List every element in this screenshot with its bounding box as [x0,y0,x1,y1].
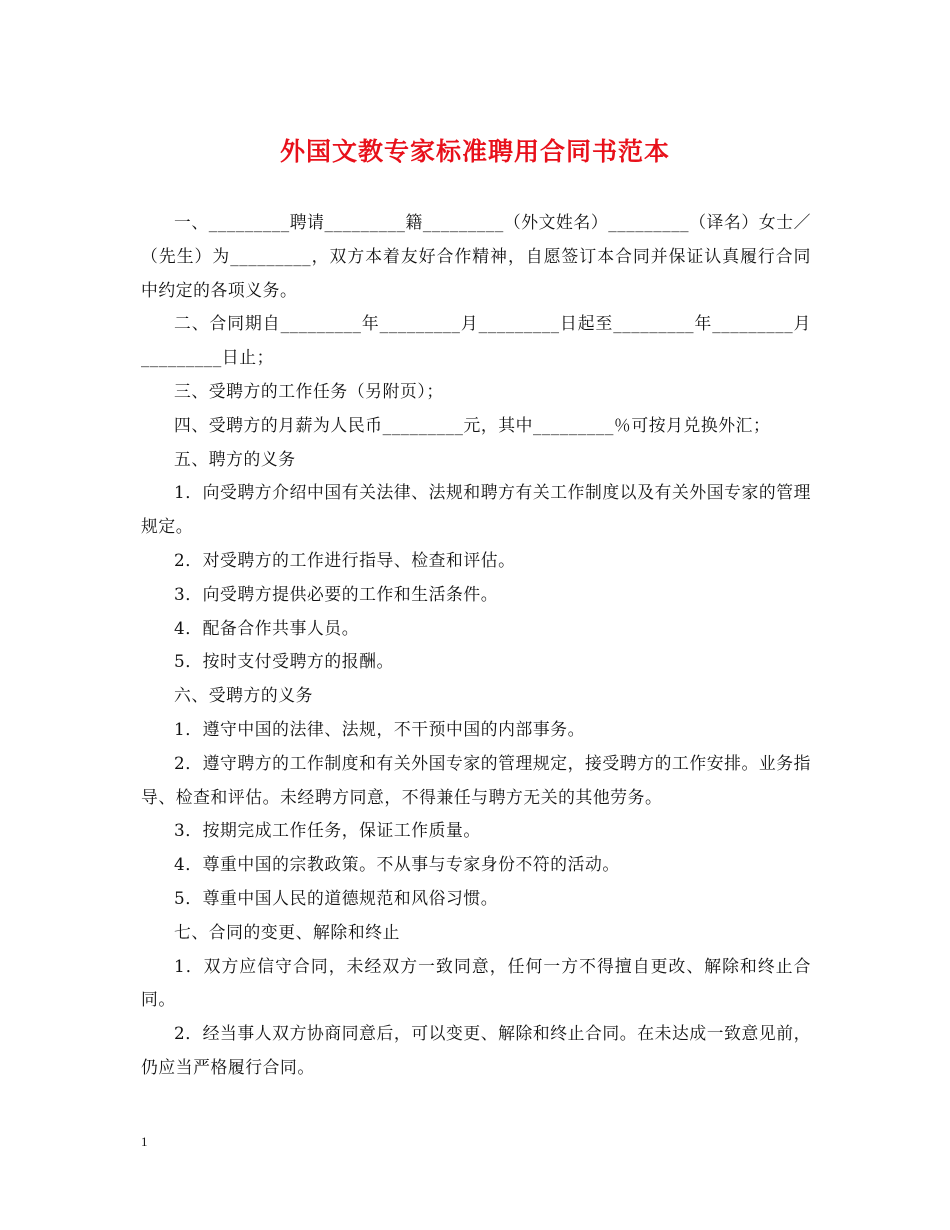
paragraph-5-2: 2．对受聘方的工作进行指导、检查和评估。 [174,549,516,570]
paragraph-6-2: 2．遵守聘方的工作制度和有关外国专家的管理规定，接受聘方的工作安排。业务指导、检查和评估。未经聘方同意，不得兼任与聘方无关的其他劳务。 [141,752,812,807]
section-heading-7: 七、合同的变更、解除和终止 [174,921,400,942]
paragraph-5-5: 5．按时支付受聘方的报酬。 [174,651,394,672]
paragraph-7-2: 2．经当事人双方协商同意后，可以变更、解除和终止合同。在未达成一致意见前，仍应当严格履行合同。 [141,1023,812,1077]
paragraph-7-1: 1．双方应信守合同，未经双方一致同意，任何一方不得擅自更改、解除和终止合同。 [141,955,811,1010]
page-number: 1 [141,1134,148,1149]
paragraph-2: 二、合同期自_________年_________月_________日起至_________年_________月_________日止； [141,313,811,368]
paragraph-6-5: 5．尊重中国人民的道德规范和风俗习惯。 [174,887,499,908]
paragraph-4: 四、受聘方的月薪为人民币_________元，其中_________％可按月兑换外汇； [174,414,771,435]
paragraph-6-1: 1．遵守中国的法律、法规，不干预中国的内部事务。 [174,718,586,739]
section-heading-5: 五、聘方的义务 [174,448,296,469]
paragraph-3: 三、受聘方的工作任务（另附页）； [174,380,444,401]
document-body [141,206,811,1085]
paragraph-5-4: 4．配备合作共事人员。 [174,617,360,638]
document-title: 外国文教专家标准聘用合同书范本 [279,137,670,166]
section-heading-6: 六、受聘方的义务 [174,685,314,706]
paragraph-1: 一、_________聘请_________籍_________（外文姓名）_________（译名）女士／（先生）为_________，双方本着友好合作精神，自愿签订本合同并保证认真履行合同中约定的各项义务。 [141,212,811,300]
paragraph-5-3: 3．向受聘方提供必要的工作和生活条件。 [174,583,499,604]
paragraph-5-1: 1．向受聘方介绍中国有关法律、法规和聘方有关工作制度以及有关外国专家的管理规定。 [141,482,812,537]
paragraph-6-3: 3．按期完成工作任务，保证工作质量。 [174,820,481,841]
paragraph-6-4: 4．尊重中国的宗教政策。不从事与专家身份不符的活动。 [174,854,620,875]
